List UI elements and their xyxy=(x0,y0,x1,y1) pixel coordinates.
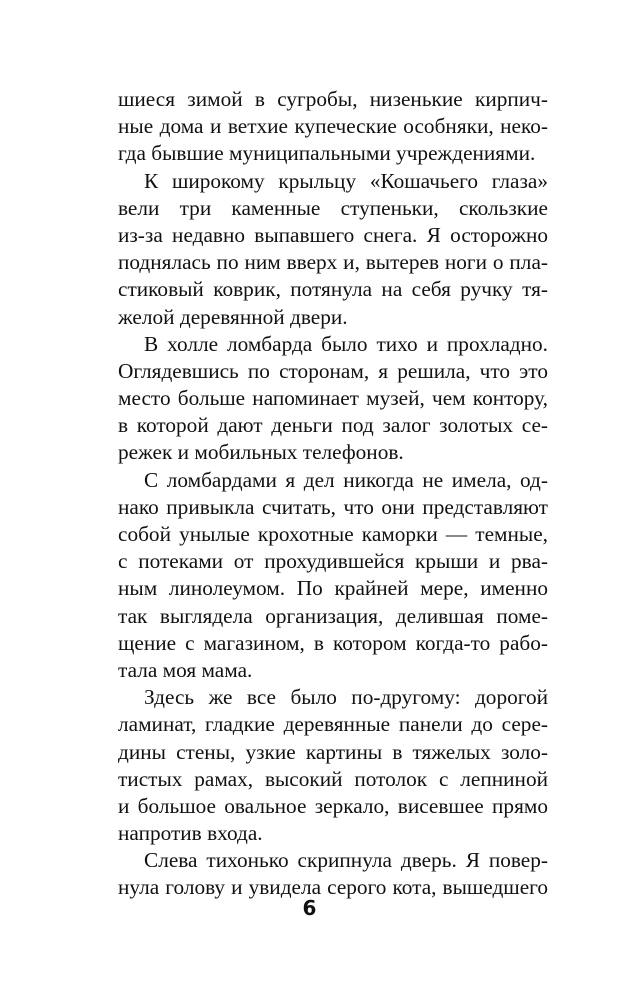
text-line: вели три каменные ступеньки, скользкие xyxy=(118,195,548,220)
text-line: гда бывшие муниципальными учреждениями. xyxy=(118,141,536,166)
text-line: напротив входа. xyxy=(118,821,263,846)
text-line: Оглядевшись по сторонам, я решила, что это xyxy=(118,358,548,383)
text-line: шиеся зимой в сугробы, низенькие кирпич- xyxy=(118,87,548,111)
text-line: тистых рамах, высокий потолок с лепниной xyxy=(118,766,548,791)
text-line: в которой дают деньги под залог золотых се- xyxy=(118,413,548,438)
paragraph-first-line: В холле ломбарда было тихо и прохладно. xyxy=(144,331,548,356)
paragraph-first-line: С ломбардами я дел никогда не имела, од- xyxy=(144,467,548,492)
text-line: нула голову и увидела серого кота, вышедшего xyxy=(118,875,548,900)
text-line: дины стены, узкие картины в тяжелых золо- xyxy=(118,739,548,764)
text-line: и большое овальное зеркало, висевшее прямо xyxy=(118,793,548,818)
text-line: стиковый коврик, потянула на себя ручку тя- xyxy=(118,277,548,302)
paragraph-first-line: Слева тихонько скрипнула дверь. Я повер- xyxy=(144,848,548,873)
text-line: место больше напоминает музей, чем контору, xyxy=(118,386,548,411)
text-line: с потеками от прохудившейся крыши и рва- xyxy=(118,549,548,574)
text-line: тала моя мама. xyxy=(118,657,253,682)
text-line: ным линолеумом. По крайней мере, именно xyxy=(118,576,548,601)
text-line: ные дома и ветхие купеческие особняки, неко- xyxy=(118,114,548,139)
text-line: собой унылые крохотные каморки — темные, xyxy=(118,522,548,546)
text-line: желой деревянной двери. xyxy=(118,304,348,329)
text-line: нако привыкла считать, что они представляют xyxy=(118,494,548,519)
text-line: из-за недавно выпавшего снега. Я осторожно xyxy=(118,222,548,247)
body-text xyxy=(118,86,548,902)
paragraph-first-line: Здесь же все было по-другому: дорогой xyxy=(144,685,548,710)
text-line: режек и мобильных телефонов. xyxy=(118,440,404,465)
paragraph-first-line: К широкому крыльцу «Кошачьего глаза» xyxy=(144,168,548,193)
text-line: так выглядела организация, делившая поме- xyxy=(118,603,548,628)
page-number: 6 xyxy=(302,896,317,920)
text-line: щение с магазином, в котором когда-то рабо- xyxy=(118,630,548,655)
text-line: поднялась по ним вверх и, вытерев ноги о пла- xyxy=(118,250,548,275)
text-line: ламинат, гладкие деревянные панели до сере- xyxy=(118,712,548,737)
